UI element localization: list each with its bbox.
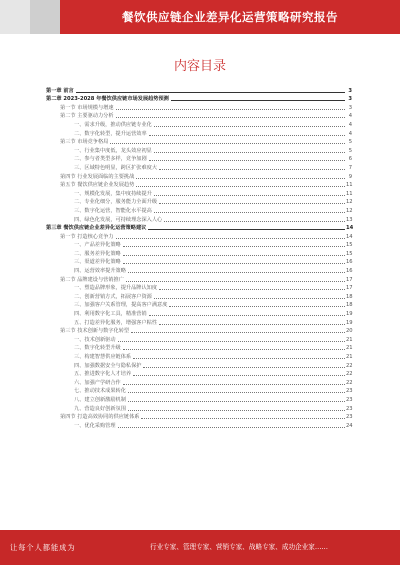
toc-entry-label: 第三章 餐饮供应链企业差异化运营策略建议	[46, 225, 147, 232]
toc-page-number: 13	[346, 216, 353, 223]
toc-page-number: 5	[348, 139, 352, 146]
toc-subsection-entry[interactable]	[46, 404, 352, 413]
toc-page-number: 19	[346, 311, 353, 318]
toc-subsection-entry[interactable]	[46, 129, 352, 138]
toc-leader-dots	[116, 238, 345, 239]
toc-page-number: 22	[346, 379, 353, 386]
toc-section-entry[interactable]	[46, 327, 352, 336]
toc-entry-label: 第二节 主要驱动力分析	[60, 113, 114, 120]
toc-page-number: 21	[346, 354, 353, 360]
toc-entry-label: 三、加强客户关系管理，提高客户满意度	[74, 302, 168, 309]
toc-entry-label: 二、创新营销方式，拓展客户资源	[74, 293, 152, 300]
toc-chapter-entry[interactable]	[46, 95, 352, 104]
toc-subsection-entry[interactable]	[46, 198, 352, 207]
toc-leader-dots	[164, 221, 345, 222]
toc-subsection-entry[interactable]	[46, 189, 352, 198]
toc-leader-dots	[149, 160, 345, 161]
toc-page-number: 23	[346, 388, 353, 395]
toc-section-entry[interactable]	[46, 112, 352, 121]
toc-subsection-entry[interactable]	[46, 352, 352, 361]
toc-subsection-entry[interactable]	[46, 370, 352, 379]
toc-entry-label: 第三节 市场竞争格局	[60, 139, 109, 146]
toc-entry-label: 第四节 行业发展面临的主要挑战	[60, 173, 135, 180]
toc-leader-dots	[123, 384, 345, 385]
toc-subsection-entry[interactable]	[46, 361, 352, 370]
toc-leader-dots	[159, 289, 345, 290]
toc-leader-dots	[149, 135, 345, 136]
toc-leader-dots	[141, 418, 345, 419]
toc-entry-label: 二、专业化细分，服务能力全面升级	[74, 199, 158, 206]
toc-entry-label: 二、参与者类型多样，竞争加剧	[74, 156, 147, 163]
toc-leader-dots	[123, 255, 345, 256]
report-header	[0, 0, 400, 34]
toc-leader-dots	[136, 186, 345, 187]
toc-page-number: 21	[346, 345, 353, 352]
toc-subsection-entry[interactable]	[46, 163, 352, 172]
report-title: 餐饮供应链企业差异化运营策略研究报告	[122, 10, 338, 24]
toc-page-number: 11	[346, 190, 353, 197]
header-decoration	[0, 0, 60, 34]
toc-subsection-entry[interactable]	[46, 266, 352, 275]
footer-brand-text: 让每个人都能成为	[10, 543, 76, 552]
toc-entry-label: 第四节 打造高效协同的供应链体系	[60, 414, 140, 421]
toc-section-entry[interactable]	[46, 103, 352, 112]
toc-page-number: 18	[346, 302, 353, 309]
toc-leader-dots	[123, 246, 345, 247]
toc-page-number: 15	[346, 242, 353, 249]
toc-page-number: 14	[346, 225, 354, 232]
toc-section-entry[interactable]	[46, 275, 352, 284]
toc-entry-label: 第一章 前言	[46, 87, 74, 94]
toc-subsection-entry[interactable]	[46, 155, 352, 164]
toc-entry-label: 第一节 打造核心竞争力	[60, 233, 114, 240]
toc-entry-label: 一、产品差异化策略	[74, 242, 121, 249]
toc-page-number: 22	[346, 362, 353, 369]
table-of-contents	[46, 86, 352, 430]
page-footer	[0, 530, 400, 565]
toc-entry-label: 三、构建智慧供应链体系	[74, 354, 132, 360]
toc-leader-dots	[143, 367, 345, 368]
toc-page-number: 15	[346, 250, 353, 257]
toc-entry-label: 三、渠道差异化策略	[74, 259, 121, 266]
toc-subsection-entry[interactable]	[46, 421, 352, 430]
toc-subsection-entry[interactable]	[46, 395, 352, 404]
toc-entry-label: 二、数字化转型升级	[74, 345, 121, 352]
toc-subsection-entry[interactable]	[46, 120, 352, 129]
toc-subsection-entry[interactable]	[46, 387, 352, 396]
toc-entry-label: 第五节 餐饮供应链企业发展趋势	[60, 182, 135, 189]
toc-entry-label: 第二节 品牌建设与营销推广	[60, 276, 124, 283]
toc-page-number: 17	[346, 285, 353, 292]
toc-leader-dots	[110, 143, 345, 144]
toc-entry-label: 二、服务差异化策略	[74, 250, 121, 257]
toc-section-entry[interactable]	[46, 181, 352, 190]
toc-entry-label: 三、区域特色明显，跨区扩张难度大	[74, 164, 158, 171]
toc-subsection-entry[interactable]	[46, 146, 352, 155]
footer-slogan: 行业专家、管理专家、营销专家、战略专家、成功企业家……	[150, 543, 329, 551]
toc-entry-label: 一、规模化发展，集中度持续提升	[74, 190, 152, 197]
toc-leader-dots	[154, 212, 345, 213]
toc-entry-label: 第一节 市场规模与增速	[60, 104, 114, 111]
toc-page-number: 18	[346, 293, 353, 300]
toc-entry-label: 四、运营效率提升策略	[74, 268, 126, 275]
toc-leader-dots	[159, 169, 345, 170]
toc-subsection-entry[interactable]	[46, 344, 352, 353]
toc-entry-label: 二、数字化转型，提升运营效率	[74, 130, 147, 137]
toc-page-number: 16	[346, 259, 353, 266]
toc-leader-dots	[133, 358, 345, 359]
toc-entry-label: 一、技术创新驱动	[74, 336, 116, 343]
toc-entry-label: 一、优化采购管理	[74, 422, 116, 429]
toc-section-entry[interactable]	[46, 232, 352, 241]
toc-page-number: 3	[348, 87, 352, 94]
toc-leader-dots	[128, 272, 345, 273]
toc-leader-dots	[116, 109, 345, 110]
toc-leader-dots	[131, 332, 345, 333]
toc-page-number: 3	[348, 104, 352, 111]
toc-leader-dots	[154, 126, 345, 127]
toc-entry-label: 第二章 2023-2028 年餐饮供应链市场发展趋势预测	[46, 96, 169, 103]
toc-page-number: 23	[346, 405, 353, 412]
toc-subsection-entry[interactable]	[46, 318, 352, 327]
toc-leader-dots	[154, 195, 345, 196]
toc-entry-label: 四、利用数字化工具，精准营销	[74, 311, 147, 318]
toc-heading: 内容目录	[173, 59, 226, 74]
toc-page-number: 12	[346, 199, 353, 206]
toc-page-number: 7	[348, 164, 352, 171]
toc-page-number: 6	[348, 156, 352, 163]
toc-subsection-entry[interactable]	[46, 335, 352, 344]
toc-subsection-entry[interactable]	[46, 292, 352, 301]
toc-entry-label: 四、加强数据安全与隐私保护	[74, 362, 142, 369]
toc-entry-label: 一、塑造品牌形象，提升品牌认知度	[74, 285, 158, 292]
toc-page-number: 23	[346, 414, 353, 421]
toc-chapter-entry[interactable]	[46, 224, 352, 233]
toc-subsection-entry[interactable]	[46, 249, 352, 258]
toc-page-number: 4	[348, 113, 352, 120]
toc-leader-dots	[159, 203, 345, 204]
toc-page-number: 16	[346, 268, 353, 275]
toc-subsection-entry[interactable]	[46, 241, 352, 250]
toc-page-number: 23	[346, 396, 353, 403]
toc-section-entry[interactable]	[46, 138, 352, 147]
toc-entry-label: 三、数字化运营，智能化水平提高	[74, 207, 152, 214]
toc-section-entry[interactable]	[46, 172, 352, 181]
toc-subsection-entry[interactable]	[46, 206, 352, 215]
toc-leader-dots	[123, 349, 345, 350]
toc-page-number: 19	[346, 319, 353, 326]
toc-page-number: 11	[346, 182, 353, 189]
toc-page-number: 22	[346, 371, 353, 378]
toc-entry-label: 五、推进数字化人才培养	[74, 371, 132, 378]
toc-entry-label: 四、绿色化发展，可持续理念深入人心	[74, 216, 163, 223]
toc-section-entry[interactable]	[46, 413, 352, 422]
toc-leader-dots	[126, 281, 345, 282]
toc-entry-label: 一、需求升级，推动供应链专业化	[74, 121, 152, 128]
header-decoration-block	[0, 0, 30, 34]
toc-entry-label: 六、加强产学研合作	[74, 379, 121, 386]
toc-leader-dots	[128, 392, 345, 393]
toc-subsection-entry[interactable]	[46, 309, 352, 318]
toc-leader-dots	[159, 324, 345, 325]
toc-leader-dots	[154, 298, 345, 299]
toc-entry-label: 第三节 技术创新与数字化转型	[60, 328, 130, 335]
toc-page-number: 9	[348, 173, 352, 180]
toc-subsection-entry[interactable]	[46, 301, 352, 310]
toc-leader-dots	[118, 341, 345, 342]
toc-page-number: 4	[348, 121, 352, 128]
toc-subsection-entry[interactable]	[46, 284, 352, 293]
toc-entry-label: 一、行业集中度低，龙头效应初显	[74, 147, 152, 154]
toc-page-number: 12	[346, 207, 353, 214]
toc-page-number: 5	[348, 147, 352, 154]
toc-entry-label: 五、打造差异化服务，增强客户粘性	[74, 319, 158, 326]
toc-subsection-entry[interactable]	[46, 258, 352, 267]
toc-page-number: 3	[348, 96, 352, 103]
toc-leader-dots	[116, 117, 345, 118]
toc-entry-label: 九、营造良好创新氛围	[74, 405, 126, 412]
header-decoration-block	[30, 0, 60, 34]
toc-leader-dots	[118, 427, 345, 428]
toc-leader-dots	[171, 100, 345, 101]
toc-leader-dots	[169, 306, 345, 307]
toc-leader-dots	[76, 92, 345, 93]
toc-leader-dots	[136, 178, 345, 179]
toc-leader-dots	[128, 401, 345, 402]
toc-chapter-entry[interactable]	[46, 86, 352, 95]
toc-leader-dots	[148, 229, 345, 230]
toc-leader-dots	[133, 375, 345, 376]
toc-leader-dots	[123, 263, 345, 264]
toc-page-number: 4	[348, 130, 352, 137]
toc-leader-dots	[154, 152, 345, 153]
toc-page-number: 21	[346, 336, 353, 343]
toc-subsection-entry[interactable]	[46, 378, 352, 387]
toc-entry-label: 八、建立创新激励机制	[74, 396, 126, 403]
toc-page-number: 20	[346, 328, 353, 335]
toc-page-number: 24	[346, 422, 353, 429]
toc-entry-label: 七、推动技术成果转化	[74, 388, 126, 395]
toc-leader-dots	[149, 315, 345, 316]
toc-leader-dots	[128, 410, 345, 411]
toc-subsection-entry[interactable]	[46, 215, 352, 224]
toc-page-number: 14	[346, 233, 353, 240]
toc-page-number: 17	[346, 276, 353, 283]
